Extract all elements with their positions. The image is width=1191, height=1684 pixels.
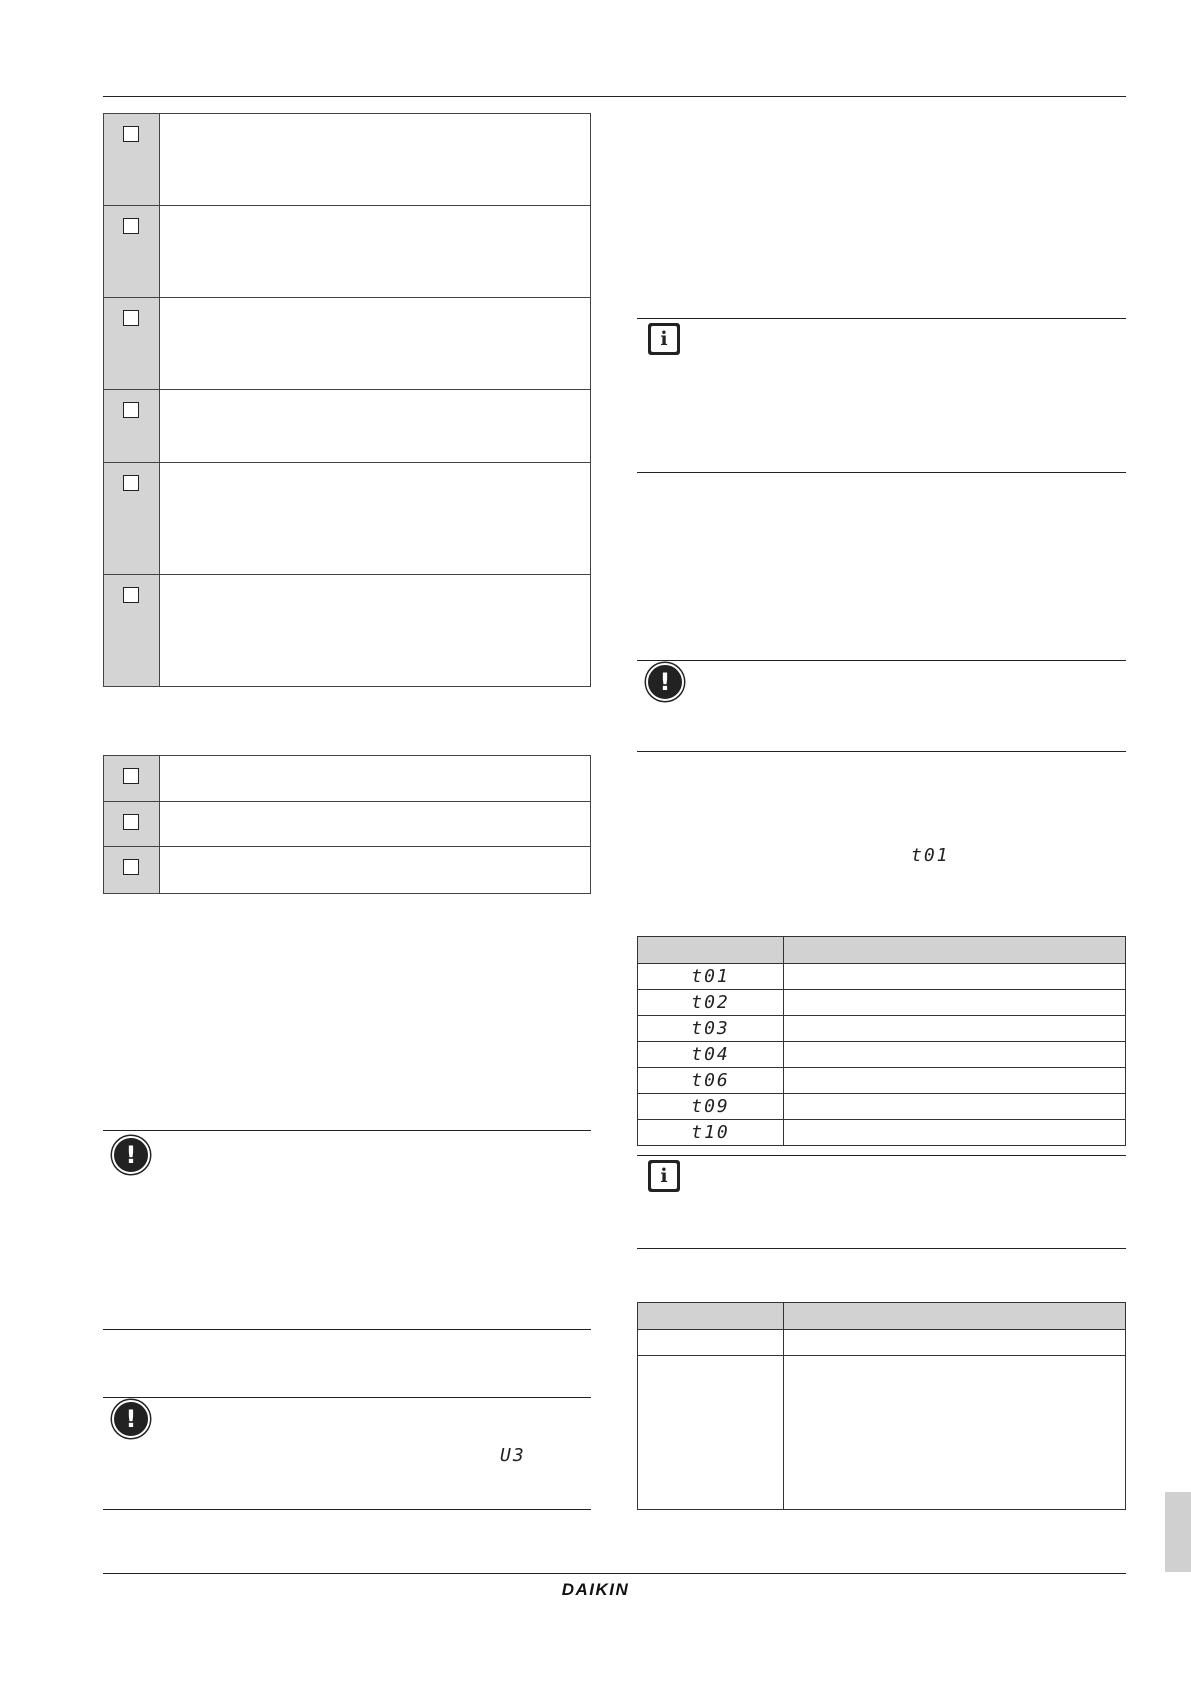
checkbox[interactable]: [123, 310, 139, 326]
checklist-table: [103, 113, 591, 687]
table-row: [638, 1356, 1126, 1510]
notice-top-rule: [637, 318, 1126, 319]
checklist-row: [104, 801, 590, 846]
table-row: [638, 1042, 1126, 1068]
warning-icon: !: [112, 1136, 150, 1174]
info-icon: i: [648, 323, 680, 355]
notice-top-rule: [103, 1130, 591, 1131]
section-tab-marker: [1165, 1492, 1191, 1572]
notice-top-rule: [103, 1397, 591, 1398]
table-row: [638, 1330, 1126, 1356]
notice-bottom-rule: [103, 1329, 591, 1330]
checkbox[interactable]: [123, 859, 139, 875]
checklist-row: [104, 846, 590, 893]
checkbox[interactable]: [123, 218, 139, 234]
footer-rule: [103, 1573, 1126, 1574]
notice-top-rule: [637, 1155, 1126, 1156]
table-row: [638, 1068, 1126, 1094]
notice-bottom-rule: [637, 1248, 1126, 1249]
code-cell: t03: [638, 1016, 784, 1042]
table-row: [638, 1016, 1126, 1042]
code-cell: t10: [638, 1120, 784, 1146]
notice-top-rule: [637, 660, 1126, 661]
checklist-table-secondary: [103, 755, 591, 894]
table-row: [638, 1094, 1126, 1120]
checklist-row: [104, 114, 590, 205]
checklist-row: [104, 389, 590, 462]
checklist-row: [104, 756, 590, 801]
checkbox[interactable]: [123, 768, 139, 784]
test-run-code-table: [637, 936, 1126, 1146]
checklist-row: [104, 205, 590, 297]
code-cell: t06: [638, 1068, 784, 1094]
checkbox[interactable]: [123, 475, 139, 491]
code-cell: t04: [638, 1042, 784, 1068]
checklist-row: [104, 574, 590, 686]
notice-bottom-rule: [103, 1509, 591, 1510]
checkbox[interactable]: [123, 587, 139, 603]
notice-bottom-rule: [637, 751, 1126, 752]
info-icon: i: [648, 1160, 680, 1192]
inline-display-code: t01: [911, 845, 950, 866]
table-row: [638, 990, 1126, 1016]
checkbox[interactable]: [123, 402, 139, 418]
warning-icon: !: [646, 663, 684, 701]
code-cell: t09: [638, 1094, 784, 1120]
checklist-row: [104, 462, 590, 574]
table-row: [638, 964, 1126, 990]
table-header-row: [638, 937, 1126, 964]
header-rule: [103, 96, 1126, 97]
table-row: [638, 1120, 1126, 1146]
result-table: [637, 1302, 1126, 1510]
table-header-row: [638, 1303, 1126, 1330]
checkbox[interactable]: [123, 814, 139, 830]
warning-icon: !: [112, 1400, 150, 1438]
code-cell: t02: [638, 990, 784, 1016]
display-code: U3: [500, 1445, 526, 1466]
daikin-logo: DAIKIN: [561, 1580, 630, 1599]
checklist-row: [104, 297, 590, 389]
code-cell: t01: [638, 964, 784, 990]
checkbox[interactable]: [123, 126, 139, 142]
notice-bottom-rule: [637, 472, 1126, 473]
